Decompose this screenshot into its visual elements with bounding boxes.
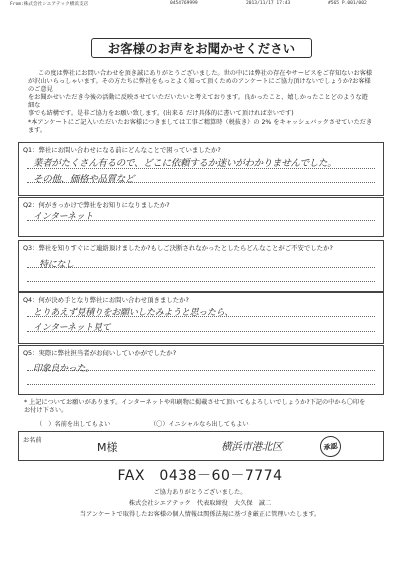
intro-note: *本アンケートにご記入いただいたお客様につきましては工事ご精算時（税抜き）の 2% をキャッシュバックさせていただきます。 bbox=[28, 118, 373, 134]
question-label: Q3：弊社を知りすぐにご連絡頂けましたか?もしご決断されなかったとしたらどんなことがご不安でしたか? bbox=[23, 244, 333, 252]
answer-line bbox=[27, 384, 375, 385]
intro-line: 事でも結構です。是非ご協力をお願い致します。(出来る だけ具体的に書いて頂ければ幸いです) bbox=[28, 110, 294, 118]
question-box-q1 bbox=[18, 142, 384, 196]
initial-name: M様 bbox=[97, 441, 118, 454]
question-box-q4 bbox=[18, 292, 384, 344]
fax-from: From:株式会社シエアテック横浜支店 bbox=[10, 2, 89, 7]
question-label: Q5：実際に弊社担当者がお伺いしていかがでしたか? bbox=[23, 349, 177, 357]
handwritten-answer: その他、価格や品質など bbox=[33, 174, 135, 185]
privacy-text: 当アンケートで取得したお客様の個人情報は関係法規に基づき厳正に管理いたします。 bbox=[79, 511, 321, 518]
seal-stamp: 承認 bbox=[319, 435, 343, 459]
thanks-text: ご協力ありがとうございました。 bbox=[153, 489, 247, 496]
fax-phone: 0454769999 bbox=[170, 1, 198, 6]
fax-page: #565 P.001/002 bbox=[328, 1, 367, 6]
handwritten-answer: 業者がたくさん有るので、どこに依頼するか迷いがわかりませんでした。 bbox=[33, 158, 337, 169]
handwritten-answer: 印象良かった。 bbox=[33, 364, 94, 374]
question-box-q5 bbox=[18, 345, 384, 395]
intro-text bbox=[28, 70, 373, 135]
name-label: お名前 bbox=[23, 437, 42, 444]
option-full-name[interactable]: （ ）名前を出してもよい bbox=[36, 421, 111, 428]
answer-line bbox=[27, 267, 375, 268]
consent-line: * 上記についてお願いがあります。インターネットや印刷物に掲載させて頂いてもよろしいでしょうか?下記の中から〇印を bbox=[24, 399, 366, 406]
consent-line: お付け下さい。 bbox=[24, 407, 68, 414]
handwritten-answer: 特になし bbox=[39, 260, 74, 270]
question-box-q2 bbox=[18, 197, 384, 237]
handwritten-answer: とりあえず見積りをお願いしたみようと思ったら、 bbox=[33, 308, 234, 318]
handwritten-signature: 横浜市港北区 bbox=[221, 441, 283, 453]
question-box-q3 bbox=[18, 240, 384, 292]
question-label: Q2：何がきっかけで弊社をお知りになりましたか? bbox=[23, 201, 170, 209]
handwritten-answer: インターネット bbox=[33, 212, 94, 222]
question-label: Q1：弊社にお問い合わせになる前にどんなことで困っていましたか? bbox=[23, 146, 221, 154]
consent-text bbox=[24, 399, 379, 415]
option-initials[interactable]: （〇）イニシャルなら出してもよい bbox=[150, 421, 249, 428]
page-title: お客様のお声をお聞かせください bbox=[91, 38, 312, 58]
question-label: Q4：何が決め手となり弊社にお問い合わせ頂きましたか? bbox=[23, 296, 189, 304]
intro-line: をお聞かせいただき今後の活動に反映させていただいたいと考えております。良かったこと、嬉しかったことどのような遊細な bbox=[28, 94, 368, 110]
intro-line: が沢山いらっしゃいます。その方たちに弊社をもっとよく知って頂くためのアンケートにご協力頂けないでしょうか?お客様のご意見 bbox=[28, 78, 371, 94]
name-box bbox=[18, 431, 384, 461]
fax-datetime: 2013/11/17 17:43 bbox=[246, 1, 291, 6]
handwritten-answer: インターネット見て bbox=[33, 323, 111, 333]
answer-line bbox=[27, 281, 375, 282]
fax-number: FAX 0438－60－7774 bbox=[117, 468, 283, 484]
intro-line: この度は弊社にお問い合わせを頂き誠にありがとうございました。世の中には弊社の存在やサービスをご存知ないお客様 bbox=[38, 70, 373, 77]
company-text: 株式会社シエアテック 代表取締役 大久保 誠二 bbox=[128, 500, 272, 507]
